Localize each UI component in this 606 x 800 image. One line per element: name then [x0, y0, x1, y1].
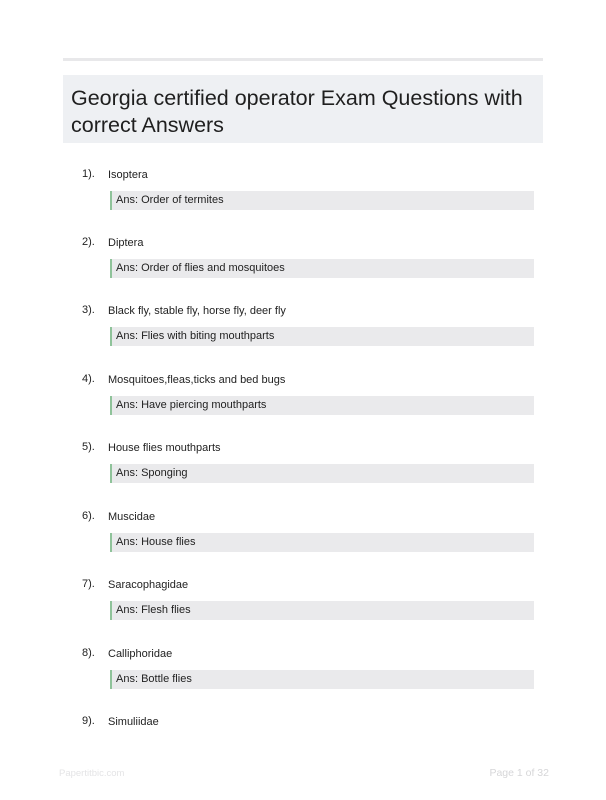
title-banner: [63, 75, 543, 143]
question-item: [0, 304, 606, 364]
question-item: [0, 715, 606, 775]
question-item: [0, 441, 606, 501]
answer-box: Ans: Bottle flies: [110, 670, 534, 689]
question-text: Calliphoridae: [108, 648, 173, 660]
question-item: [0, 236, 606, 296]
question-number: 9).: [82, 715, 95, 727]
question-number: 3).: [82, 304, 95, 316]
question-text: Diptera: [108, 237, 144, 249]
answer-box: Ans: Sponging: [110, 464, 534, 483]
answer-box: Ans: House flies: [110, 533, 534, 552]
question-number: 1).: [82, 168, 95, 180]
question-number: 2).: [82, 236, 95, 248]
answer-box: Ans: Have piercing mouthparts: [110, 396, 534, 415]
question-number: 8).: [82, 647, 95, 659]
question-text: Saracophagidae: [108, 579, 189, 591]
question-item: [0, 373, 606, 433]
question-text: Simuliidae: [108, 716, 159, 728]
question-number: 4).: [82, 373, 95, 385]
question-text: Muscidae: [108, 511, 156, 523]
answer-box: Ans: Order of flies and mosquitoes: [110, 259, 534, 278]
question-item: [0, 168, 606, 228]
question-text: Black fly, stable fly, horse fly, deer fly: [108, 305, 286, 317]
answer-box: Ans: Order of termites: [110, 191, 534, 210]
question-item: [0, 647, 606, 707]
page-title: Georgia certified operator Exam Questions with correct Answers: [71, 86, 523, 137]
question-item: [0, 510, 606, 570]
question-number: 7).: [82, 578, 95, 590]
question-text: Isoptera: [108, 169, 148, 181]
top-divider: [63, 58, 543, 61]
question-number: 5).: [82, 441, 95, 453]
answer-box: Ans: Flies with biting mouthparts: [110, 327, 534, 346]
question-text: Mosquitoes,fleas,ticks and bed bugs: [108, 374, 286, 386]
question-item: [0, 578, 606, 638]
page-indicator: Page 1 of 32: [489, 767, 549, 779]
question-number: 6).: [82, 510, 95, 522]
answer-box: Ans: Flesh flies: [110, 601, 534, 620]
footer-watermark: Papertitbic.com: [59, 768, 125, 779]
question-text: House flies mouthparts: [108, 442, 221, 454]
